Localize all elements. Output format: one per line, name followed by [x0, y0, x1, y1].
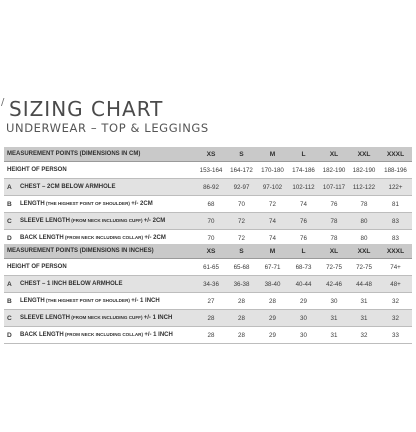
table-cell: 68: [196, 196, 226, 213]
table-cell: 83: [379, 213, 412, 230]
row-letter: D: [4, 230, 20, 247]
table-cell: 80: [349, 230, 379, 247]
size-header-l: L: [288, 147, 319, 162]
table-cell: 76: [288, 213, 319, 230]
table-row-sleeve: [4, 310, 412, 327]
row-label-main: SLEEVE LENGTH: [20, 218, 71, 224]
size-header-xxxl: XXXL: [379, 244, 412, 259]
row-label: [20, 310, 196, 327]
row-label-main: CHEST – 1 INCH BELOW ARMHOLE: [20, 281, 123, 287]
table-cell: 78: [319, 230, 349, 247]
row-label-main: BACK LENGTH: [20, 235, 64, 241]
size-header-xs: XS: [196, 147, 226, 162]
row-letter: D: [4, 327, 20, 344]
row-label-hint: (FROM NECK INCLUDING CUFF): [70, 315, 144, 320]
table-cell: 72: [226, 230, 257, 247]
table-cell: 30: [288, 310, 319, 327]
table-cell: 32: [349, 327, 379, 344]
table-cell: 81: [379, 196, 412, 213]
table-cell: 74: [257, 230, 288, 247]
table-row-height: [4, 259, 412, 276]
table-cell: 27: [196, 293, 226, 310]
table-cell: 72: [257, 196, 288, 213]
table-cell: 74: [257, 213, 288, 230]
row-label-hint: (FROM NECK INCLUDING CUFF): [70, 218, 144, 223]
table-cell: 70: [226, 196, 257, 213]
table-row-chest: [4, 179, 412, 196]
table-cell: 72-75: [349, 259, 379, 276]
row-label-main: BACK LENGTH: [20, 332, 64, 338]
table-cell: 38-40: [257, 276, 288, 293]
row-label: [20, 327, 196, 344]
table-cell: 30: [319, 293, 349, 310]
table-cell: 170-180: [257, 162, 288, 179]
table-cell: 78: [349, 196, 379, 213]
table-cell: 70: [196, 213, 226, 230]
table-cell: 122+: [379, 179, 412, 196]
page-subtitle: UNDERWEAR – TOP & LEGGINGS: [6, 121, 209, 135]
row-label-suffix: +/- 1 INCH: [144, 332, 173, 338]
table-cell: 153-164: [196, 162, 226, 179]
table-header-row: [4, 244, 412, 259]
table-cell: 34-36: [196, 276, 226, 293]
table-cell: 107-117: [319, 179, 349, 196]
size-header-xxl: XXL: [349, 244, 379, 259]
size-header-xxl: XXL: [349, 147, 379, 162]
table-cell: 32: [379, 293, 412, 310]
row-label-hint: (THE HIGHEST POINT OF SHOULDER): [44, 298, 132, 303]
size-table-inches: [4, 244, 412, 344]
row-label: [20, 276, 196, 293]
table-cell: 42-46: [319, 276, 349, 293]
table-cell: 33: [379, 327, 412, 344]
table-cell: 182-190: [319, 162, 349, 179]
table-row-chest: [4, 276, 412, 293]
size-header-m: M: [257, 244, 288, 259]
table-cell: 28: [226, 293, 257, 310]
table-cell: 67-71: [257, 259, 288, 276]
table-cell: 188-196: [379, 162, 412, 179]
size-header-xxxl: XXXL: [379, 147, 412, 162]
row-label-main: SLEEVE LENGTH: [20, 315, 71, 321]
table-cell: 174-186: [288, 162, 319, 179]
table-row-back-length: [4, 327, 412, 344]
table-cell: 36-38: [226, 276, 257, 293]
row-label-main: CHEST – 2CM BELOW ARMHOLE: [20, 184, 116, 190]
size-header-xl: XL: [319, 244, 349, 259]
table-cell: 44-48: [349, 276, 379, 293]
table-cell: 72-75: [319, 259, 349, 276]
table-cell: 164-172: [226, 162, 257, 179]
table-cell: 29: [257, 310, 288, 327]
table-cell: 65-68: [226, 259, 257, 276]
table-cell: 61-65: [196, 259, 226, 276]
table-cell: 76: [319, 196, 349, 213]
table-cell: 68-73: [288, 259, 319, 276]
row-letter: C: [4, 310, 20, 327]
size-header-s: S: [226, 147, 257, 162]
row-label-height: HEIGHT OF PERSON: [4, 259, 196, 276]
table-cell: 32: [379, 310, 412, 327]
title-accent-mark: /: [1, 97, 5, 108]
table-cell: 74+: [379, 259, 412, 276]
table-cell: 70: [196, 230, 226, 247]
row-label-hint: (FROM NECK INCLUDING COLLAR): [63, 332, 145, 337]
page-title: SIZING CHART: [9, 97, 164, 121]
row-label: [20, 293, 196, 310]
table-cell: 83: [379, 230, 412, 247]
table-cell: 28: [196, 327, 226, 344]
table-cell: 31: [349, 310, 379, 327]
table-cell: 31: [349, 293, 379, 310]
table-cell: 72: [226, 213, 257, 230]
row-label: [20, 196, 196, 213]
row-label-height: HEIGHT OF PERSON: [4, 162, 196, 179]
table-header-label: MEASUREMENT POINTS (DIMENSIONS IN INCHES): [4, 244, 196, 259]
table-header-label: MEASUREMENT POINTS (DIMENSIONS IN CM): [4, 147, 196, 162]
table-cell: 102-112: [288, 179, 319, 196]
size-header-l: L: [288, 244, 319, 259]
table-cell: 40-44: [288, 276, 319, 293]
table-cell: 112-122: [349, 179, 379, 196]
table-cell: 28: [226, 327, 257, 344]
table-cell: 28: [257, 293, 288, 310]
row-label-suffix: +/- 2CM: [143, 218, 166, 224]
row-label-suffix: +/- 2CM: [131, 201, 153, 207]
size-table-cm: [4, 147, 412, 247]
table-header-row: [4, 147, 412, 162]
table-row-length: [4, 196, 412, 213]
table-cell: 28: [196, 310, 226, 327]
row-letter: A: [4, 179, 20, 196]
size-header-xs: XS: [196, 244, 226, 259]
table-cell: 80: [349, 213, 379, 230]
row-letter: C: [4, 213, 20, 230]
table-cell: 48+: [379, 276, 412, 293]
row-letter: A: [4, 276, 20, 293]
table-cell: 29: [257, 327, 288, 344]
table-cell: 28: [226, 310, 257, 327]
table-row-height: [4, 162, 412, 179]
row-letter: B: [4, 196, 20, 213]
row-label-suffix: +/- 1 INCH: [131, 298, 160, 304]
table-row-sleeve: [4, 213, 412, 230]
size-header-xl: XL: [319, 147, 349, 162]
row-label-suffix: +/- 1 INCH: [143, 315, 173, 321]
row-label-main: LENGTH: [20, 201, 45, 207]
row-label-hint: (FROM NECK INCLUDING COLLAR): [63, 235, 145, 240]
table-cell: 76: [288, 230, 319, 247]
row-label: [20, 179, 196, 196]
table-cell: 92-97: [226, 179, 257, 196]
table-cell: 74: [288, 196, 319, 213]
table-row-length: [4, 293, 412, 310]
table-cell: 29: [288, 293, 319, 310]
row-label-main: LENGTH: [20, 298, 45, 304]
table-cell: 86-92: [196, 179, 226, 196]
size-header-m: M: [257, 147, 288, 162]
table-cell: 182-190: [349, 162, 379, 179]
table-cell: 31: [319, 327, 349, 344]
table-cell: 97-102: [257, 179, 288, 196]
table-cell: 30: [288, 327, 319, 344]
size-header-s: S: [226, 244, 257, 259]
row-letter: B: [4, 293, 20, 310]
row-label: [20, 213, 196, 230]
row-label-hint: (THE HIGHEST POINT OF SHOULDER): [44, 201, 132, 206]
row-label-suffix: +/- 2CM: [144, 235, 166, 241]
table-cell: 78: [319, 213, 349, 230]
table-cell: 31: [319, 310, 349, 327]
